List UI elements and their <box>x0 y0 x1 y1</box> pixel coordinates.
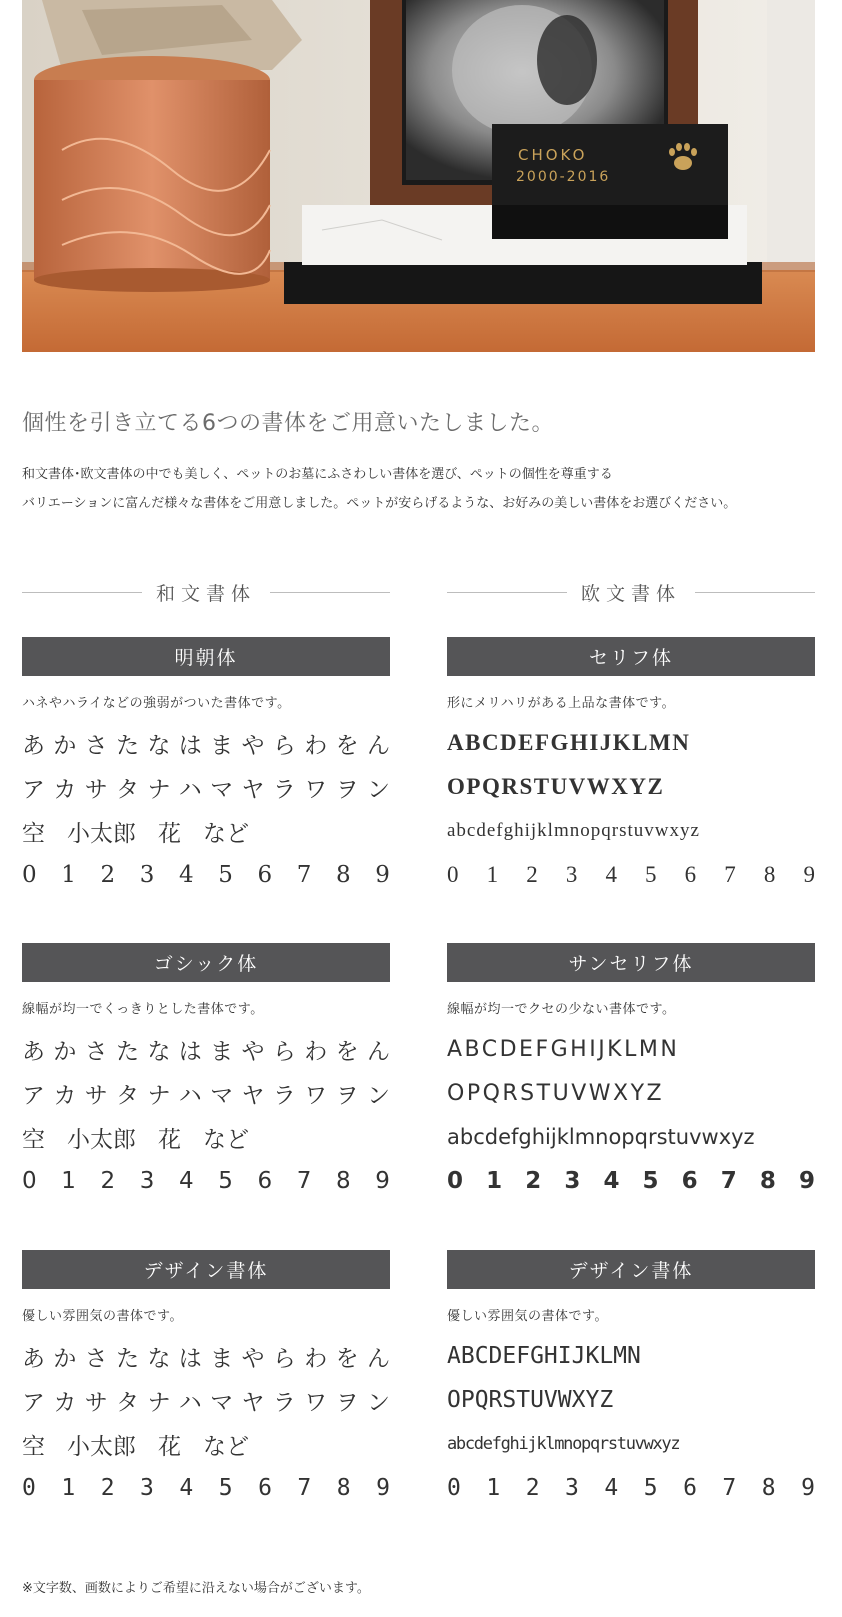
sample-char: 4 <box>179 862 194 888</box>
japanese-title-text: 和文書体 <box>156 582 257 605</box>
font-block-gothic <box>22 943 390 1203</box>
sample-char: ワ <box>304 776 328 803</box>
lowercase-sample: abcdefghijklmnopqrstuvwxyz <box>447 1434 680 1454</box>
sample-char: ヤ <box>241 776 265 803</box>
sample-char: ア <box>22 1082 45 1109</box>
sample-char: 0 <box>447 1168 464 1194</box>
sample-char: 3 <box>139 1168 155 1194</box>
sample-char: ら <box>272 1038 296 1065</box>
plaque-name: CHOKO <box>518 146 588 164</box>
uppercase-sample-1: ABCDEFGHIJKLMN <box>447 730 691 755</box>
sample-char: 0 <box>22 862 37 888</box>
sample-char: マ <box>210 776 234 803</box>
font-name-bar: デザイン書体 <box>22 1250 390 1289</box>
divider <box>447 592 567 593</box>
font-name-bar: セリフ体 <box>447 637 815 676</box>
digits-sample <box>447 1466 815 1510</box>
sample-char: カ <box>53 1082 77 1109</box>
sample-char: 8 <box>336 862 351 888</box>
sample-char: ア <box>22 776 45 803</box>
divider <box>695 592 815 593</box>
sample-char: 3 <box>139 862 155 888</box>
sample-char: な <box>147 732 171 759</box>
sample-char: 9 <box>798 1168 815 1194</box>
sample-char: を <box>335 1345 359 1372</box>
sample-char: 4 <box>603 1168 620 1194</box>
sample-char: ン <box>366 1389 390 1416</box>
western-column-title <box>447 580 815 604</box>
sample-char: ン <box>366 776 390 803</box>
sample-char: は <box>178 1038 202 1065</box>
font-block-sans-serif <box>447 943 815 1203</box>
sample-char: 2 <box>525 1475 540 1501</box>
sample-char: 9 <box>803 862 815 887</box>
sample-char: 8 <box>759 1168 776 1194</box>
sample-char: や <box>241 1345 265 1372</box>
footnote: ※文字数、画数によりご希望に沿えない場合がございます。 <box>22 1581 370 1596</box>
hiragana-sample <box>22 1027 390 1071</box>
page-headline: 個性を引き立てる6つの書体をご用意いたしました。 <box>22 411 554 436</box>
uppercase-sample-2: OPQRSTUVWXYZ <box>447 774 665 799</box>
hero-photo <box>22 0 815 352</box>
sample-char: ん <box>366 1345 390 1372</box>
sample-char: 3 <box>140 1475 154 1501</box>
sample-char: 0 <box>447 862 459 887</box>
sample-char: 7 <box>724 862 736 887</box>
sample-char: 2 <box>100 1168 116 1194</box>
intro-line-2: バリエーションに富んだ様々な書体をご用意しました。ペットが安らげるような、お好みの美しい書体をお選びください。 <box>22 496 737 511</box>
kanji-sample: 空 小太郎 花 など <box>22 1433 249 1460</box>
sample-char: ラ <box>272 1082 296 1109</box>
sample-char: ん <box>366 732 390 759</box>
sample-char: 3 <box>565 1475 579 1501</box>
sample-char: 2 <box>525 1168 542 1194</box>
sample-char: ハ <box>178 1082 202 1109</box>
katakana-sample <box>22 1378 390 1422</box>
digits-sample <box>447 853 815 897</box>
sample-char: ハ <box>178 1389 202 1416</box>
sample-char: 8 <box>761 1475 776 1501</box>
sample-char: 1 <box>486 1475 501 1501</box>
font-description: 優しい雰囲気の書体です。 <box>22 1309 183 1324</box>
divider <box>270 592 390 593</box>
sample-char: サ <box>84 776 108 803</box>
sample-char: 5 <box>218 1168 233 1194</box>
sample-char: 0 <box>447 1475 461 1501</box>
sample-char: 4 <box>605 862 617 887</box>
sample-char: 8 <box>336 1475 351 1501</box>
sample-char: 1 <box>61 1168 76 1194</box>
sample-char: た <box>116 1038 140 1065</box>
sample-char: マ <box>210 1082 234 1109</box>
sample-char: 9 <box>375 862 390 888</box>
sample-char: 7 <box>296 1168 312 1194</box>
font-block-serif <box>447 637 815 897</box>
sample-char: ハ <box>178 776 202 803</box>
sample-char: 7 <box>722 1475 737 1501</box>
sample-char: 5 <box>642 1168 659 1194</box>
uppercase-sample-1: ABCDEFGHIJKLMN <box>447 1036 680 1062</box>
sample-char: カ <box>53 776 77 803</box>
font-block-mincho <box>22 637 390 897</box>
sample-char: ワ <box>304 1389 328 1416</box>
sample-char: 2 <box>526 862 538 887</box>
uppercase-sample-1: ABCDEFGHIJKLMN <box>447 1343 641 1369</box>
sample-char: わ <box>304 732 328 759</box>
sample-char: 9 <box>375 1168 390 1194</box>
font-name-bar: 明朝体 <box>22 637 390 676</box>
sample-char: ナ <box>147 776 171 803</box>
sample-char: 3 <box>565 862 578 887</box>
sample-char: ヤ <box>241 1389 265 1416</box>
sample-char: 6 <box>684 862 697 887</box>
sample-char: サ <box>84 1082 108 1109</box>
sample-char: 6 <box>258 1475 272 1501</box>
font-description: ハネやハライなどの強弱がついた書体です。 <box>22 696 291 711</box>
sample-char: タ <box>116 1389 140 1416</box>
sample-char: を <box>335 1038 359 1065</box>
sample-char: さ <box>84 732 108 759</box>
sample-char: ワ <box>304 1082 328 1109</box>
font-description: 線幅が均一でクセの少ない書体です。 <box>447 1002 676 1017</box>
sample-char: 5 <box>218 862 233 888</box>
sample-char: わ <box>304 1038 328 1065</box>
digits-sample <box>22 1159 390 1203</box>
font-block-design-western <box>447 1250 815 1510</box>
sample-char: 2 <box>100 1475 115 1501</box>
sample-char: ヲ <box>335 776 359 803</box>
sample-char: を <box>335 732 359 759</box>
font-name-bar: サンセリフ体 <box>447 943 815 982</box>
sample-char: か <box>53 1038 77 1065</box>
font-block-design-japanese <box>22 1250 390 1510</box>
katakana-sample <box>22 765 390 809</box>
font-description: 優しい雰囲気の書体です。 <box>447 1309 608 1324</box>
sample-char: あ <box>22 1345 45 1372</box>
sample-char: な <box>147 1038 171 1065</box>
sample-char: た <box>116 1345 140 1372</box>
sample-char: 3 <box>564 1168 581 1194</box>
sample-char: あ <box>22 732 45 759</box>
western-title-text: 欧文書体 <box>581 582 682 605</box>
sample-char: 1 <box>486 862 499 887</box>
intro-line-1: 和文書体･欧文書体の中でも美しく、ペットのお墓にふさわしい書体を選び、ペットの個性を尊重する <box>22 467 613 482</box>
font-name-bar: デザイン書体 <box>447 1250 815 1289</box>
katakana-sample <box>22 1071 390 1115</box>
sample-char: タ <box>116 776 140 803</box>
sample-char: 8 <box>763 862 776 887</box>
font-description: 形にメリハリがある上品な書体です。 <box>447 696 676 711</box>
sample-char: 6 <box>681 1168 698 1194</box>
sample-char: ヲ <box>335 1389 359 1416</box>
sample-char: 4 <box>179 1475 194 1501</box>
sample-char: ア <box>22 1389 45 1416</box>
sample-char: 7 <box>720 1168 737 1194</box>
kanji-sample: 空 小太郎 花 など <box>22 1126 249 1153</box>
sample-char: か <box>53 1345 77 1372</box>
sample-char: ン <box>366 1082 390 1109</box>
hiragana-sample <box>22 1334 390 1378</box>
sample-char: 6 <box>257 1168 273 1194</box>
sample-char: タ <box>116 1082 140 1109</box>
sample-char: 0 <box>22 1475 36 1501</box>
sample-char: ヲ <box>335 1082 359 1109</box>
sample-char: ラ <box>272 776 296 803</box>
sample-char: ヤ <box>241 1082 265 1109</box>
sample-char: あ <box>22 1038 45 1065</box>
sample-char: ん <box>366 1038 390 1065</box>
digits-sample <box>22 1466 390 1510</box>
sample-char: 7 <box>297 1475 312 1501</box>
plaque-years: 2000-2016 <box>516 169 611 185</box>
sample-char: 1 <box>61 862 76 888</box>
font-name-bar: ゴシック体 <box>22 943 390 982</box>
sample-char: 9 <box>376 1475 390 1501</box>
sample-char: か <box>53 732 77 759</box>
sample-char: 5 <box>218 1475 233 1501</box>
sample-char: ま <box>210 1345 234 1372</box>
japanese-column-title <box>22 580 390 604</box>
sample-char: 2 <box>100 862 116 888</box>
divider <box>22 592 142 593</box>
sample-char: サ <box>84 1389 108 1416</box>
sample-char: マ <box>210 1389 234 1416</box>
sample-char: 1 <box>61 1475 76 1501</box>
digits-sample <box>447 1159 815 1203</box>
sample-char: 5 <box>643 1475 658 1501</box>
sample-char: ナ <box>147 1082 171 1109</box>
sample-char: さ <box>84 1038 108 1065</box>
sample-char: な <box>147 1345 171 1372</box>
sample-char: は <box>178 1345 202 1372</box>
sample-char: や <box>241 1038 265 1065</box>
uppercase-sample-2: OPQRSTUVWXYZ <box>447 1387 614 1413</box>
sample-char: ら <box>272 1345 296 1372</box>
lowercase-sample: abcdefghijklmnopqrstuvwxyz <box>447 1125 755 1149</box>
sample-char: ら <box>272 732 296 759</box>
sample-char: さ <box>84 1345 108 1372</box>
font-description: 線幅が均一でくっきりとした書体です。 <box>22 1002 264 1017</box>
lowercase-sample: abcdefghijklmnopqrstuvwxyz <box>447 820 700 841</box>
sample-char: 7 <box>296 862 312 888</box>
sample-char: 0 <box>22 1168 37 1194</box>
sample-char: は <box>178 732 202 759</box>
sample-char: 1 <box>486 1168 503 1194</box>
sample-char: カ <box>53 1389 77 1416</box>
sample-char: 5 <box>645 862 657 887</box>
sample-char: 8 <box>336 1168 351 1194</box>
uppercase-sample-2: OPQRSTUVWXYZ <box>447 1080 665 1106</box>
digits-sample <box>22 853 390 897</box>
kanji-sample: 空 小太郎 花 など <box>22 820 249 847</box>
sample-char: ま <box>210 732 234 759</box>
sample-char: 4 <box>604 1475 619 1501</box>
sample-char: ラ <box>272 1389 296 1416</box>
sample-char: ま <box>210 1038 234 1065</box>
sample-char: 4 <box>179 1168 194 1194</box>
hiragana-sample <box>22 721 390 765</box>
sample-char: た <box>116 732 140 759</box>
sample-char: 6 <box>257 862 273 888</box>
sample-char: 6 <box>683 1475 697 1501</box>
sample-char: ナ <box>147 1389 171 1416</box>
sample-char: わ <box>304 1345 328 1372</box>
sample-char: や <box>241 732 265 759</box>
sample-char: 9 <box>801 1475 815 1501</box>
